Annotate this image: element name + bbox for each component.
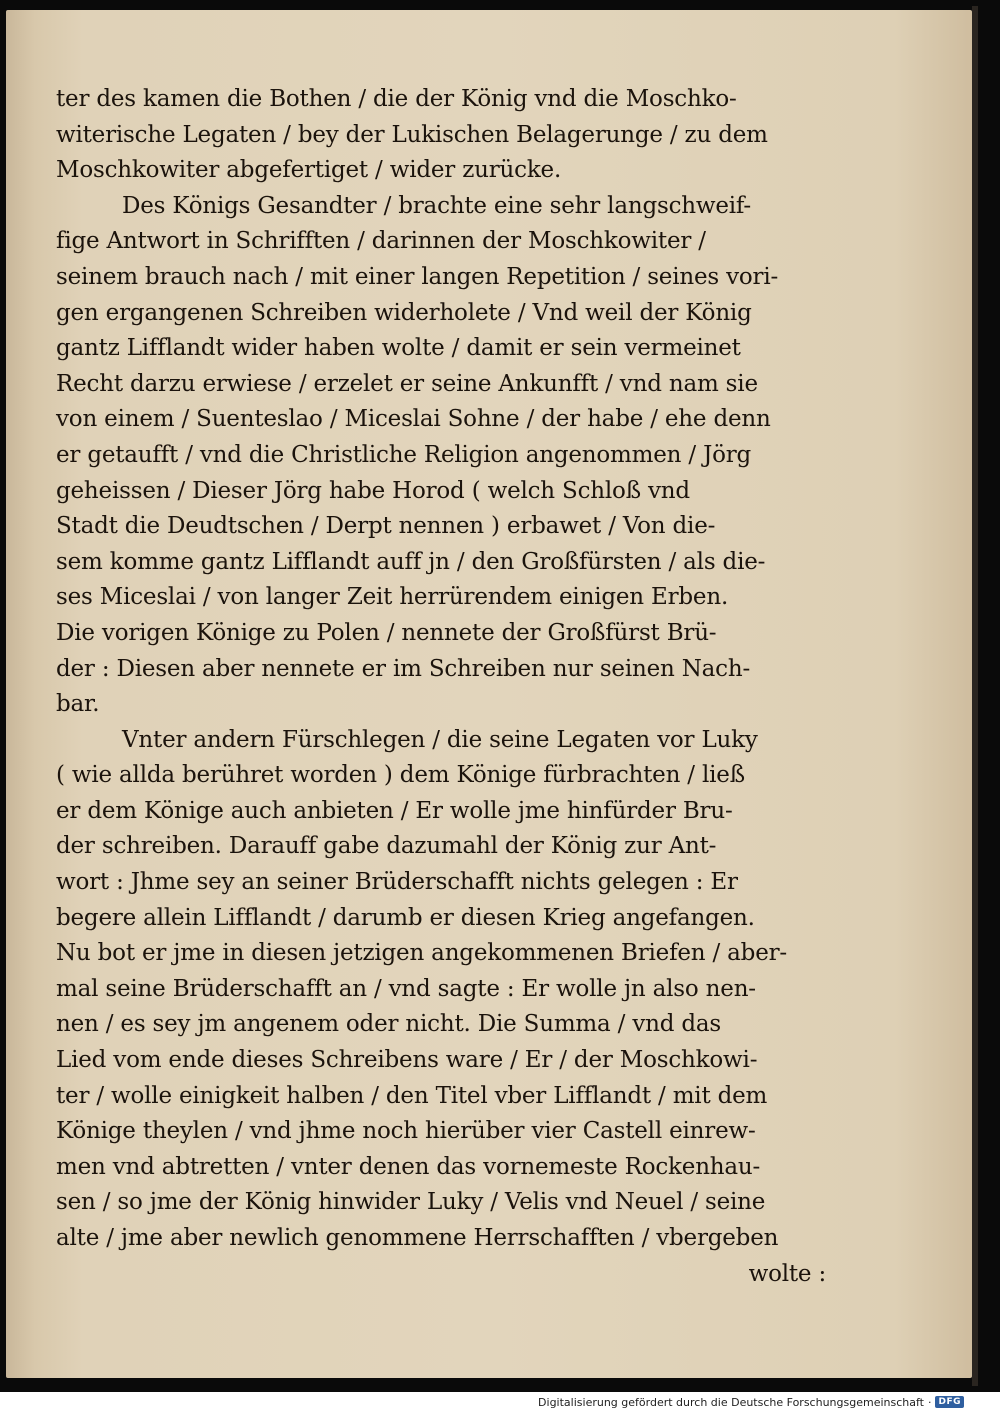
text-line: sen / so jme der König hinwider Luky / Velis vnd Neuel / seine: [56, 1189, 766, 1216]
text-line: ter des kamen die Bothen / die der König vnd die Moschko-: [56, 86, 737, 112]
text-line: bar.: [56, 691, 100, 718]
dfg-logo-icon: DFG: [935, 1396, 964, 1408]
text-line: men vnd abtretten / vnter denen das vornemeste Rockenhau-: [56, 1153, 761, 1180]
text-line: begere allein Lifflandt / darumb er diesen Krieg angefangen.: [56, 904, 755, 931]
text-line: er getaufft / vnd die Christliche Religion angenommen / Jörg: [56, 441, 752, 468]
text-line: fige Antwort in Schrifften / darinnen der Moschkowiter /: [56, 228, 706, 255]
text-line: Des Königs Gesandter / brachte eine sehr langschweif-: [122, 192, 751, 219]
text-line: Moschkowiter abgefertiget / wider zurücke.: [56, 157, 562, 184]
funding-footer: [538, 1393, 964, 1411]
text-line: witerische Legaten / bey der Lukischen Belagerunge / zu dem: [56, 121, 768, 148]
page-text: [56, 82, 836, 1292]
text-line: Könige theylen / vnd jhme noch hierüber vier Castell einrew-: [56, 1118, 756, 1145]
text-line: nen / es sey jm angenem oder nicht. Die Summa / vnd das: [56, 1011, 721, 1038]
text-line: er dem Könige auch anbieten / Er wolle jme hinfürder Bru-: [56, 797, 733, 824]
text-line: alte / jme aber newlich genommene Herrschafften / vbergeben: [56, 1225, 779, 1251]
text-line: ter / wolle einigkeit halben / den Titel vber Lifflandt / mit dem: [56, 1082, 768, 1109]
page-edge: [972, 6, 978, 1386]
text-line: von einem / Suenteslao / Miceslai Sohne / der habe / ehe denn: [56, 406, 771, 433]
text-line: gen ergangenen Schreiben widerholete / Vnd weil der König: [56, 299, 752, 326]
text-line: der schreiben. Darauff gabe dazumahl der König zur Ant-: [56, 833, 717, 860]
funding-note: Digitalisierung gefördert durch die Deutsche Forschungsgemeinschaft: [538, 1395, 924, 1409]
text-line: gantz Lifflandt wider haben wolte / damit er sein vermeinet: [56, 335, 741, 362]
text-line: Vnter andern Fürschlegen / die seine Legaten vor Luky: [122, 726, 758, 753]
text-line: mal seine Brüderschafft an / vnd sagte : Er wolle jn also nen-: [56, 975, 756, 1002]
text-line: sem komme gantz Lifflandt auff jn / den Großfürsten / als die-: [56, 548, 766, 575]
text-line: Nu bot er jme in diesen jetzigen angekommenen Briefen / aber-: [56, 940, 787, 967]
text-line: seinem brauch nach / mit einer langen Repetition / seines vori-: [56, 263, 779, 290]
text-line: Lied vom ende dieses Schreibens ware / Er / der Moschkowi-: [56, 1047, 758, 1074]
text-line: Recht darzu erwiese / erzelet er seine Ankunfft / vnd nam sie: [56, 370, 758, 397]
footer-separator: ·: [927, 1395, 932, 1409]
text-line: Die vorigen Könige zu Polen / nennete der Großfürst Brü-: [56, 619, 717, 646]
text-line: ( wie allda berühret worden ) dem Könige fürbrachten / ließ: [56, 762, 745, 789]
text-line: geheissen / Dieser Jörg habe Horod ( welch Schloß vnd: [56, 477, 690, 504]
catchword: wolte :: [748, 1260, 826, 1287]
text-line: ses Miceslai / von langer Zeit herrürendem einigen Erben.: [56, 584, 729, 611]
text-line: Stadt die Deudtschen / Derpt nennen ) erbawet / Von die-: [56, 513, 716, 540]
text-line: wort : Jhme sey an seiner Brüderschafft nichts gelegen : Er: [56, 869, 738, 896]
book-page: [6, 10, 972, 1378]
text-line: der : Diesen aber nennete er im Schreiben nur seinen Nach-: [56, 655, 751, 682]
